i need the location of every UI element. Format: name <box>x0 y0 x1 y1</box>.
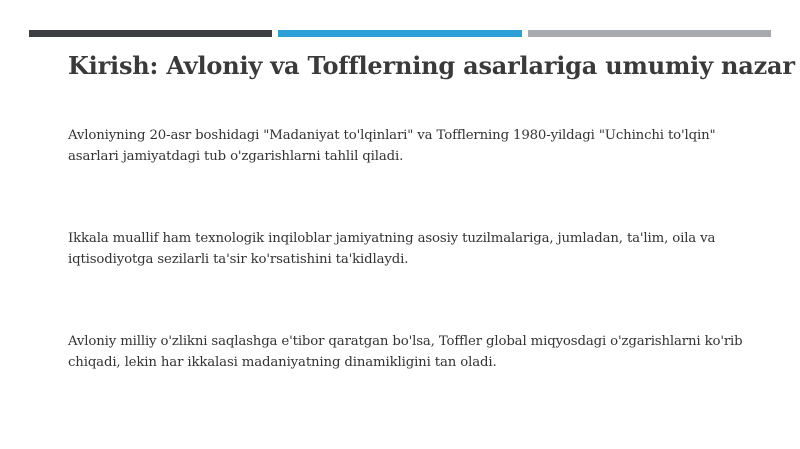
paragraph-1: Avloniyning 20-asr boshidagi "Madaniyat to'lqinlari" va Tofflerning 1980-yildagi "Uchinchi to'lqin" asarlari jamiyatdagi tub o'zgarishlarni tahlil qiladi. <box>68 128 716 164</box>
accent-bar-dark <box>29 30 272 37</box>
accent-bar-blue <box>278 30 522 37</box>
paragraph-3: Avloniy milliy o'zlikni saqlashga e'tibor qaratgan bo'lsa, Toffler global miqyosdagi o'zgarishlarni ko'rib chiqadi, lekin har ikkalasi madaniyatning dinamikligini tan oladi. <box>68 334 743 370</box>
slide-title: Kirish: Avloniy va Tofflerning asarlariga umumiy nazar <box>68 51 795 80</box>
accent-bar-gray <box>528 30 771 37</box>
paragraph-2: Ikkala muallif ham texnologik inqiloblar jamiyatning asosiy tuzilmalariga, jumladan, ta'lim, oila va iqtisodiyotga sezilarli ta'sir ko'rsatishini ta'kidlaydi. <box>68 231 716 267</box>
